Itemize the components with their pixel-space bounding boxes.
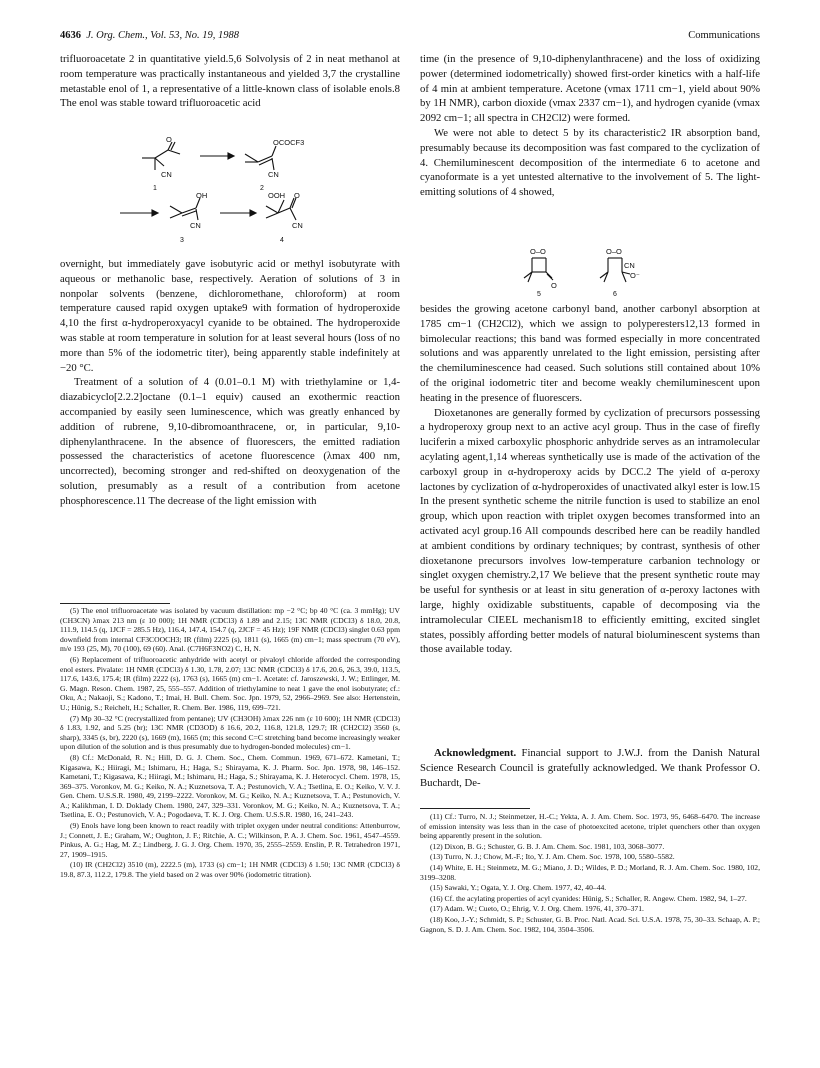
structure-2 <box>245 146 276 170</box>
compound5-number: 5 <box>537 291 541 298</box>
right-paragraph-1: time (in the presence of 9,10-diphenylanthracene) and the loss of oxidizing power (determined iodometrically) showed first-order kinetics with a half-life of 4 min at ambient temperature. Acetone (νmax 1711 cm−1, yield about 90% by 1H NMR), carbon dioxide (νmax 2337 cm−1), and hydrogen cyanide (νmax 2092 cm−1; all spectra in CH2Cl2) were formed. <box>420 53 760 125</box>
structure-1 <box>142 142 180 170</box>
header-left <box>60 30 239 41</box>
footnote-17: (17) Adam. W.; Cueto, O.; Ehrig, V. J. Org. Chem. 1976, 41, 370–371. <box>430 904 644 914</box>
compound3-number: 3 <box>180 237 184 244</box>
footnote-11: (11) Cf.: Turro, N. J.; Steinmetzer, H.-C.; Yekta, A. J. Am. Chem. Soc. 1973, 95, 6468–6470. The increase of emission intensity was less than in the case of photoexcited acetone, triplet quenchers other than oxygen being apparently present in the solution. <box>420 812 760 841</box>
footnote-5: (5) The enol trifluoroacetate was isolated by vacuum distillation: mp −2 °C; bp 40 °C (ca. 3 mmHg); UV (CH3CN) λmax 213 nm (ε 10 000); 1H NMR (CDCl3) δ 1.89 and 2.15; 13C NMR (CDCl3) δ 18.0, 20.8, 111.9, 114.5 (q, 1JCF = 285.5 Hz), 116.4, 147.4, 154.7 (q, 2JCF = 45 Hz); 19F NMR (CDCl3) singlet 0.63 ppm downfield from internal CF3COOCH3; IR (film) 2225 (s), 1811 (s), 1665 (m) cm−1; mass spectrum (70 eV), m/e 193 (25, M), 70 (100), 69 (60). Anal. (C7H6F3NO2) C, H, N. <box>60 606 400 654</box>
compound3-oh-label: OH <box>196 191 208 200</box>
compound6-oo-label: O–O <box>606 247 622 256</box>
scheme-compounds-5-6 <box>420 244 760 300</box>
compound2-number: 2 <box>260 185 264 192</box>
footnote-12: (12) Dixon, B. G.; Schuster, G. B. J. Am. Chem. Soc. 1981, 103, 3068–3077. <box>430 841 665 851</box>
footnote-6: (6) Replacement of trifluoroacetic anhydride with acetyl or pivaloyl chloride afforded the corresponding enol esters. Pivalate: 1H NMR (CDCl3) δ 1.30, 1.78, 2.07; 13C NMR (CDCl3) δ 17.6, 20.6, 26.3, 39.0, 113.5, 117.6, 143.6, 175.4; IR (film) 2222 (s), 1763 (s), 1665 (m) cm−1. Acetate: cf. Jaroszewski, J. W.; Ettlinger, M. G. Magn. Reson. Chem. 1987, 25, 555–557. Addition of triethylamine to neat 1 gave the enol isobutyrate; cf.: Oku, A.; Nakaoji, S.; Kadono, T.; Imai, H. Bull. Chem. Soc. Jpn. 1979, 52, 2966–2969. See also: Hertenstein, U.; Hünig, S.; Reichelt, H.; Schaller, R. Chem. Ber. 1986, 119, 699–721. <box>60 654 400 712</box>
structure-4 <box>266 198 296 220</box>
right-footnotes <box>420 812 760 935</box>
footnote-rule-right <box>420 808 530 809</box>
compound6-ominus-label: O⁻ <box>630 271 640 280</box>
acknowledgment-text: Financial support to J.W.J. from the Danish Natural Science Research Council is gratefully acknowledged. We thank Professor O. Buchardt, De- <box>420 747 761 789</box>
compound4-number: 4 <box>280 237 284 244</box>
right-paragraph-4: Dioxetanones are generally formed by cyclization of precursors possessing a hydroperoxy group next to an active acyl group. Thus in the case of firefly luciferin a mixed carboxylic phosphoric anhydride serves as an intramolecular acylating agent,1,14 whereas synthetically use is made of the activation of the carboxyl group in α-hydroperoxy acids by DCC.2 The yield of α-peroxy lactones by cyclization of α-hydroperoxides of unactivated alkyl ester is low.15 In the present synthetic scheme the nitrile function is used to stabilize an enol group, which upon reaction with triplet oxygen becomes transformed into an activated acyl group.16 All compounds described here can be readily handled at ambient conditions by ordinary techniques; by contrast, synthesis of other dioxetanone precursors involves low-temperature carbanion technology or singlet oxygen chemistry.2,17 We believe that the present synthetic route may be useful for synthesis or at least in situ generation of α-peroxy lactones with large, highly oxidizable substituents, capable of decomposing via the intramolecular CIEEL mechanism18 to efficiently emitting, excited singlet states, possibly affording better models of natural bioluminescent systems than those available today. <box>420 406 760 656</box>
footnote-16: (16) Cf. the acylating properties of acyl cyanides: Hünig, S.; Schaller, R. Angew. Chem. 1982, 94, 1–27. <box>430 893 747 903</box>
footnote-8: (8) Cf.: McDonald, R. N.; Hill, D. G. J. Chem. Soc., Chem. Commun. 1969, 671–672. Kametani, T.; Kigasawa, K.; Hiiragi, M.; Ishimaru, H.; Haga, S.; Shirayama, K. J. Pharm. Soc. Jpn. 1978, 98, 146–152. Kametani, T.; Kigasawa, K.; Hiiragi, M.; Ishimaru, H.; Haga, S.; Shirayama, K. J. Heterocycl. Chem. 1978, 15, 369–375. Voronkov, M. G.; Keiko, N. A.; Kuznetsova, T. A.; Pestunovich, V. A.; Tsetlina, E. O.; Keiko, V. V. J. Gen. Chem. U.S.S.R. 1980, 49, 2199–2222. Voronkov, M. G.; Keiko, N. A.; Kuznetsova, T. A.; Pestunovich, V. A.; Kalikhman, I. D. Doklady Chem. 1980, 247, 329–331. Voronkov, M. G.; Keiko, N. A.; Kuznetsova, T. A.; Tsetlina, E. O.; Pestunovich, V. A.; Pogodaeva, T. K. J. Org. Chem. U.S.S.R. 1980, 16, 241–243. <box>60 752 400 820</box>
compound4-o-label: O <box>294 191 300 200</box>
footnote-15: (15) Sawaki, Y.; Ogata, Y. J. Org. Chem. 1977, 42, 40–44. <box>430 883 607 893</box>
right-column-continued <box>420 302 760 657</box>
right-paragraph-3: besides the growing acetone carbonyl band, another carbonyl absorption at 1785 cm−1 (CH2Cl2), which we assign to polyperesters12,13 formed in bimolecular reactions; this band was formed especially in more concentrated solutions and was apparently unrelated to the light emission, persisting after the chemiluminescence had ceased. Such solutions still contained about 10% of the original iodometric titer and become weakly chemiluminescent upon heating in the presence of fluorescers. <box>420 303 760 404</box>
compound5-o-label: O <box>551 281 557 290</box>
acknowledgment-heading: Acknowledgment. <box>434 747 517 759</box>
compound2-cn-label: CN <box>268 170 279 179</box>
compound6-cn-label: CN <box>624 261 635 270</box>
left-column <box>60 52 400 111</box>
compound1-cn-label: CN <box>161 170 172 179</box>
footnote-14: (14) White, E. H.; Steinmetz, M. G.; Miano, J. D.; Wildes, P. D.; Morland, R. J. Am. Chem. Soc. 1980, 102, 3199–3208. <box>420 862 760 882</box>
compound3-cn-label: CN <box>190 221 201 230</box>
footnote-7: (7) Mp 30–32 °C (recrystallized from pentane); UV (CH3OH) λmax 226 nm (ε 10 600); 1H NMR (CDCl3) δ 1.83, 1.92, and 5.25 (br); 13C NMR (CD3OD) δ 16.6, 20.2, 116.8, 121.8, 129.7; IR (CH2Cl2) 3560 (s, sharp), 3345 (s, br), 2220 (s), 1669 (m), 1665 (m; this second C=C stretching band become increasingly weaker upon dilution of the solution and is thus presumably due to hydrogen-bonded molecules) cm−1. <box>60 713 400 752</box>
left-paragraph-2: overnight, but immediately gave isobutyric acid or methyl isobutyrate with aqueous or methanolic base, respectively. Aeration of solutions of 3 in nonpolar solvents (benzene, dichloromethane, chloroform) at room temperature caused rapid oxygen uptake9 with formation of hydroperoxide 4,10 the first α-hydroperoxyacyl cyanide to be obtained. The hydroperoxide was stable at room temperature in solution for at least several hours (loss of no more than 5% of the iodometric titer), being apparently stable indefinitely at −20 °C. <box>60 258 400 374</box>
page-header <box>60 30 760 46</box>
footnote-10: (10) IR (CH2Cl2) 3510 (m), 2222.5 (m), 1733 (s) cm−1; 1H NMR (CDCl3) δ 1.50; 13C NMR (CDCl3) δ 19.8, 87.3, 112.2, 179.8. The yield based on 2 was over 90% (iodometric titration). <box>60 860 400 880</box>
acknowledgment <box>420 746 760 790</box>
structure-5 <box>524 258 553 282</box>
compound1-number: 1 <box>153 185 157 192</box>
left-footnotes <box>60 606 400 881</box>
footnote-rule-left <box>60 603 170 604</box>
compound5-oo-label: O–O <box>530 247 546 256</box>
scheme-compounds-1-4 <box>60 136 400 256</box>
left-column-continued <box>60 257 400 509</box>
compound1-o-label: O <box>166 136 172 144</box>
compound4-ooh-label: OOH <box>268 191 286 200</box>
right-column <box>420 52 760 200</box>
compound2-ococf3-label: OCOCF3 <box>273 138 305 147</box>
footnote-9: (9) Enols have long been known to react readily with triplet oxygen under neutral conditions: Attenburrow, J.; Connett, J. E.; Graham, W.; Oughton, J. F.; Ritchie, A. C.; Wilkinson, P. A. J. Chem. Soc. 1961, 4547–4559. Pinkus, A. G.; Hag, M. Z.; Lindberg, J. G. J. Org. Chem. 1970, 35, 2555–2559. Enslin, P. R. Tetrahedron 1971, 27, 1909–1915. <box>60 821 400 859</box>
journal-citation: J. Org. Chem., Vol. 53, No. 19, 1988 <box>86 30 239 41</box>
section-name: Communications <box>688 30 760 41</box>
footnote-18: (18) Koo, J.-Y.; Schmidt, S. P.; Schuster, G. B. Proc. Natl. Acad. Sci. U.S.A. 1978, 75, 30–33. Schaap, A. P.; Gagnon, S. D. J. Am. Chem. Soc. 1982, 104, 3504–3506. <box>420 914 760 934</box>
left-paragraph-3: Treatment of a solution of 4 (0.01–0.1 M) with triethylamine or 1,4-diazabicyclo[2.2.2]octane (0.1–1 equiv) caused an exothermic reaction accompanied by easily seen luminescence, which was greatly enhanced by addition of rubrene, 9,10-dibromoanthracene, or, in particular, 9,10-diphenylanthracene. In the absence of fluorescers, the emitted radiation possessed the characteristics of acetone fluorescence (λmax 400 nm, uncorrected), becoming stronger and red-shifted on deoxygenation of the solution, presumably as a result of a contribution from acetone phosphorescence.11 The decrease of the light emission with <box>60 376 400 507</box>
compound6-number: 6 <box>613 291 617 298</box>
footnote-13: (13) Turro, N. J.; Chow, M.-F.; Ito, Y. J. Am. Chem. Soc. 1978, 100, 5580–5582. <box>430 852 675 862</box>
structure-3 <box>170 198 200 220</box>
page-number: 4636 <box>60 30 81 41</box>
right-paragraph-2: We were not able to detect 5 by its characteristic2 IR absorption band, presumably because its decomposition was fast compared to the cyclization of 4. Chemiluminescent decomposition of the intermediate 6 to acetone and cyanoformate is a yet untested alternative to the involvement of 5. The light-emitting solutions of 4 showed, <box>420 126 760 199</box>
left-paragraph-1: trifluoroacetate 2 in quantitative yield.5,6 Solvolysis of 2 in neat methanol at room temperature was practically instantaneous and yielded 3,7 the crystalline metastable enol of 1, a representative of a little-known class of isolable enols.8 The enol was stable toward trifluoroacetic acid <box>60 53 400 110</box>
compound4-cn-label: CN <box>292 221 303 230</box>
